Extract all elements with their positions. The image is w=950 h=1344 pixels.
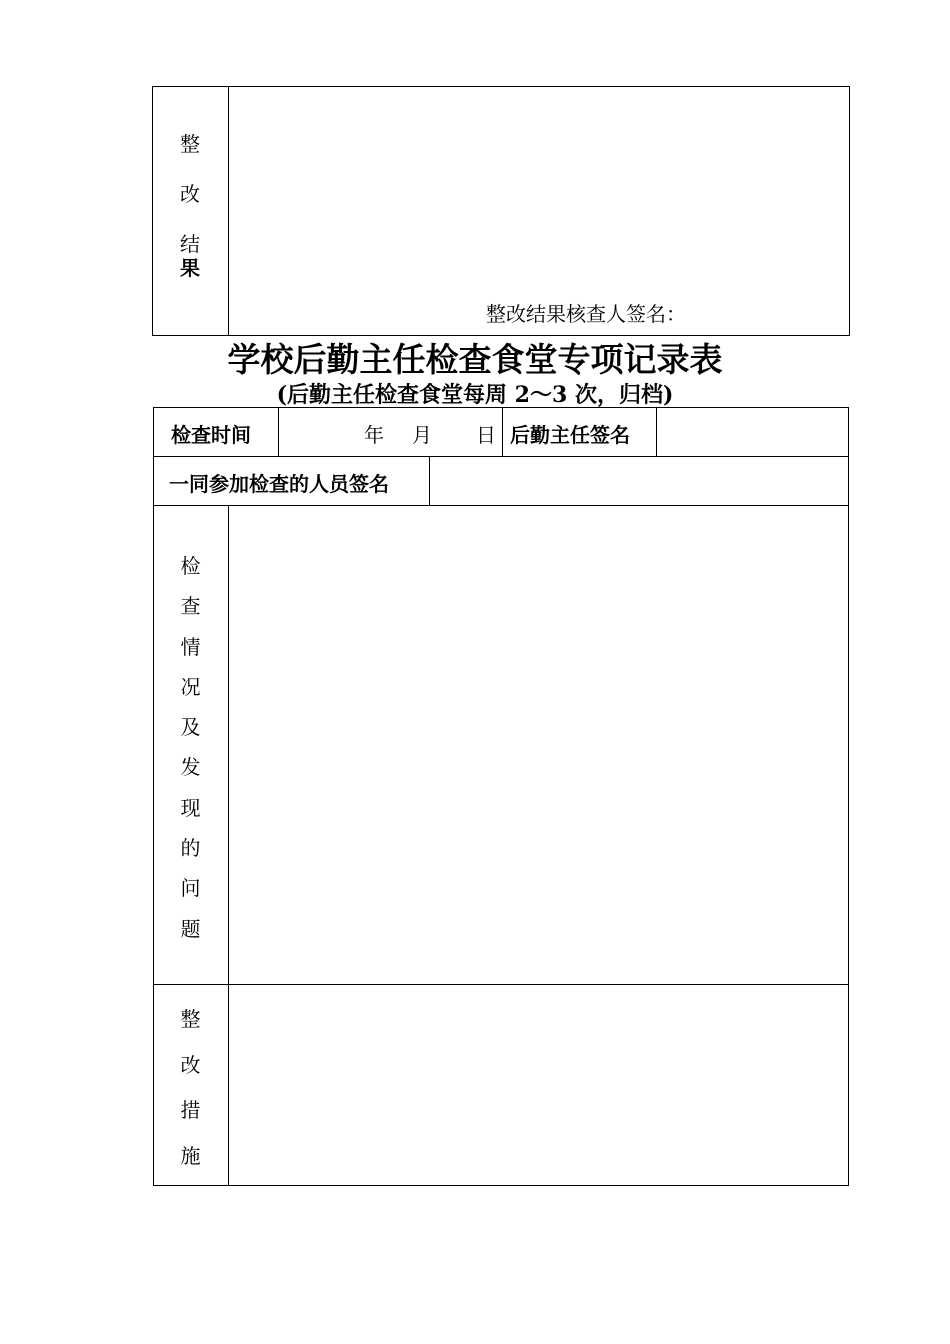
year-label: 年 — [364, 423, 384, 447]
measures-content-field[interactable] — [229, 985, 848, 1185]
label-char: 的 — [180, 836, 201, 861]
label-char: 情 — [180, 634, 201, 659]
measures-label — [153, 1003, 228, 1185]
col-divider — [502, 407, 503, 456]
check-time-field[interactable] — [279, 408, 501, 455]
day-label: 日 — [476, 423, 496, 447]
check-time-label: 检查时间 — [171, 423, 251, 447]
rectification-result-label — [152, 128, 228, 280]
form-subtitle: (后勤主任检查食堂每周 2～3 次，归档) — [276, 382, 674, 408]
label-char: 及 — [180, 715, 201, 740]
findings-content-field[interactable] — [229, 506, 848, 983]
label-char: 整 — [180, 132, 200, 156]
label-char: 果 — [180, 256, 200, 280]
label-char: 整 — [180, 1007, 201, 1031]
label-char: 措 — [180, 1098, 201, 1122]
label-char: 现 — [180, 795, 201, 820]
label-char: 查 — [180, 594, 201, 619]
findings-label — [153, 550, 228, 953]
label-char: 施 — [180, 1143, 201, 1168]
director-signature-field[interactable] — [657, 408, 848, 455]
label-char: 况 — [180, 674, 201, 699]
label-char: 题 — [180, 916, 201, 941]
form-title: 学校后勤主任检查食堂专项记录表 — [227, 340, 723, 379]
label-char: 结 — [180, 232, 200, 256]
label-char: 发 — [180, 755, 201, 780]
label-char: 改 — [180, 182, 200, 206]
checker-signature-label: 整改结果核查人签名： — [486, 302, 686, 326]
participants-signature-field[interactable] — [430, 457, 848, 504]
label-char: 问 — [180, 876, 201, 901]
label-char: 检 — [180, 554, 201, 578]
month-label: 月 — [412, 423, 432, 447]
director-signature-label: 后勤主任签名 — [510, 423, 630, 447]
participants-label: 一同参加检查的人员签名 — [169, 472, 389, 496]
label-char: 改 — [180, 1052, 201, 1077]
